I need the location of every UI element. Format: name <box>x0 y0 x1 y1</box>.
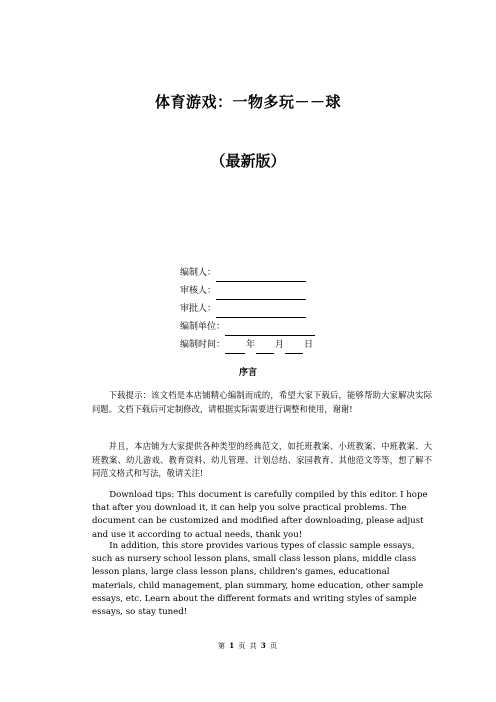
meta-unit-row <box>180 318 315 336</box>
preface-paragraph-cn-2: 并且，本店铺为大家提供各种类型的经典范文，如托班教案、小班教案、中班教案、大班教案、幼儿游戏、教育资料、幼儿管理、计划总结、家园教育、其他范文等等，想了解不同范文格式和写法，敬请关注! <box>92 441 432 478</box>
footer-page-number: 1 <box>229 641 236 650</box>
unit-label: 编制单位： <box>180 322 226 332</box>
approver-label: 审批人： <box>180 304 217 314</box>
footer-middle: 页 共 <box>238 642 258 650</box>
meta-reviewer-row <box>180 282 315 300</box>
reviewer-label: 审核人： <box>180 286 217 296</box>
document-title: 体育游戏：一物多玩－－球 <box>154 93 341 111</box>
footer-prefix: 第 <box>218 642 227 650</box>
meta-editor-row <box>180 264 315 282</box>
preface-paragraph-en-1: Download tips: This document is carefully compiled by this editor. I hope that after you download it, it can help you solve practical problems. The document can be customized and modified after downloading, please adjust and use it according to actual needs, thank you! <box>92 490 428 540</box>
document-subtitle: （最新版） <box>210 152 286 170</box>
unit-blank <box>225 324 315 336</box>
footer-suffix: 页 <box>269 642 278 650</box>
year-label: 年 <box>246 340 256 350</box>
editor-blank <box>216 270 306 282</box>
time-label: 编制时间： <box>180 340 226 350</box>
preface-paragraph-en-2: In addition, this store provides various types of classic sample essays, such as nursery school lesson plans, small class lesson plans, middle class lesson plans, large class lesson plans, children's games, educational materials, child management, plan summary, home education, other sample essays, etc. Learn about the different formats and writing styles of sample essays, so stay tuned! <box>92 541 424 618</box>
meta-block <box>180 264 315 354</box>
page-footer <box>0 641 496 651</box>
meta-approver-row <box>180 300 315 318</box>
editor-label: 编制人： <box>180 268 217 278</box>
month-label: 月 <box>275 340 285 350</box>
preface-title: 序言 <box>238 368 257 378</box>
reviewer-blank <box>216 288 306 300</box>
month-blank <box>256 342 274 354</box>
day-blank <box>285 342 303 354</box>
approver-blank <box>216 306 306 318</box>
preface-paragraph-cn-1: 下载提示：该文档是本店铺精心编制而成的，希望大家下载后，能够帮助大家解决实际问题。文档下载后可定制修改，请根据实际需要进行调整和使用，谢谢! <box>92 390 432 414</box>
meta-time-row <box>180 336 315 354</box>
year-blank <box>225 342 245 354</box>
footer-total-pages: 3 <box>260 641 267 650</box>
day-label: 日 <box>304 340 314 350</box>
